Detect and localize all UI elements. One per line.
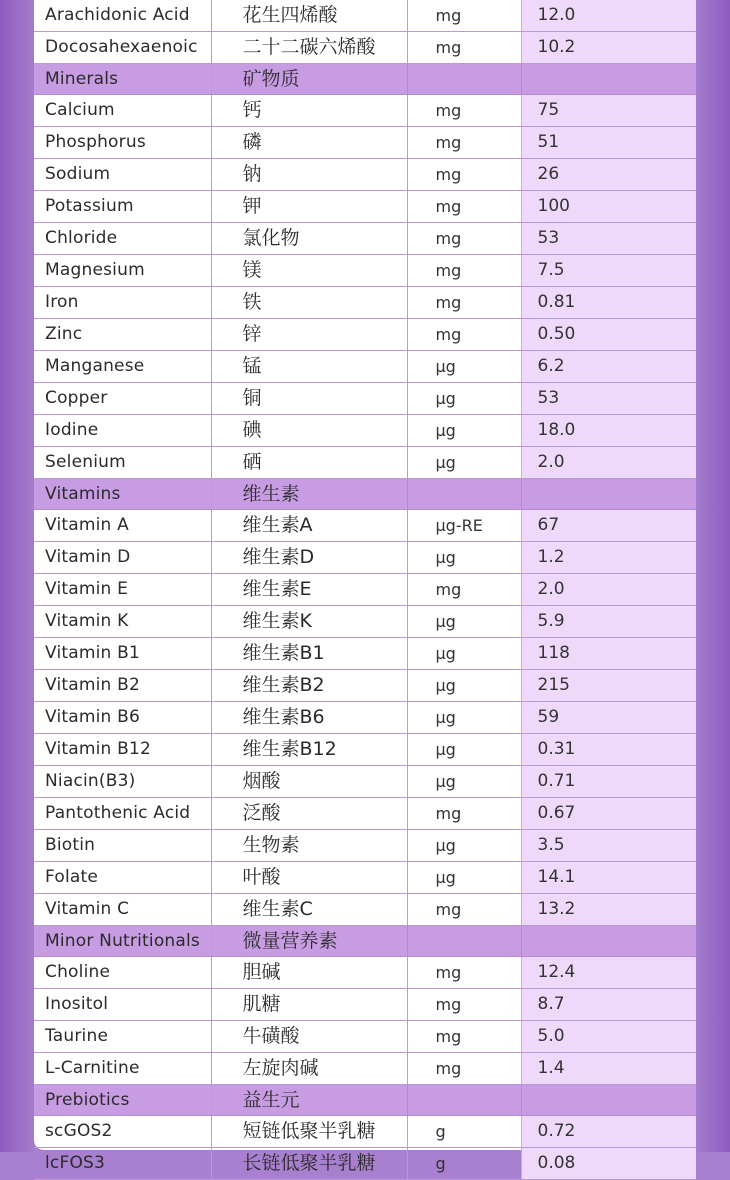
left-background-border xyxy=(0,0,34,1152)
table-row xyxy=(34,734,696,766)
nutrient-name-en: Vitamin B6 xyxy=(34,702,211,734)
nutrient-value: 2.0 xyxy=(521,447,696,479)
nutrient-name-zh: 花生四烯酸 xyxy=(211,0,407,32)
nutrient-name-en: Iron xyxy=(34,287,211,319)
nutrient-name-zh: 微量营养素 xyxy=(211,926,407,957)
nutrient-name-zh: 生物素 xyxy=(211,830,407,862)
nutrient-name-en: Folate xyxy=(34,862,211,894)
nutrient-name-zh: 碘 xyxy=(211,415,407,447)
nutrient-value: 67 xyxy=(521,510,696,542)
nutrition-table-body xyxy=(34,0,696,1180)
table-row xyxy=(34,319,696,351)
nutrient-value: 53 xyxy=(521,383,696,415)
nutrient-unit: μg xyxy=(407,415,521,447)
nutrient-name-zh: 钙 xyxy=(211,95,407,127)
section-header-row xyxy=(34,64,696,95)
nutrient-name-en: Arachidonic Acid xyxy=(34,0,211,32)
table-row xyxy=(34,1116,696,1148)
table-row xyxy=(34,638,696,670)
nutrient-unit: μg xyxy=(407,862,521,894)
nutrient-unit: mg xyxy=(407,223,521,255)
nutrient-name-zh: 镁 xyxy=(211,255,407,287)
nutrient-unit: mg xyxy=(407,287,521,319)
nutrient-value: 0.67 xyxy=(521,798,696,830)
nutrient-value xyxy=(521,479,696,510)
nutrient-unit: mg xyxy=(407,255,521,287)
nutrient-name-zh: 短链低聚半乳糖 xyxy=(211,1116,407,1148)
nutrient-name-en: Sodium xyxy=(34,159,211,191)
nutrient-value: 59 xyxy=(521,702,696,734)
nutrient-unit: mg xyxy=(407,319,521,351)
nutrient-name-zh: 钠 xyxy=(211,159,407,191)
table-row xyxy=(34,670,696,702)
nutrient-unit xyxy=(407,479,521,510)
table-row xyxy=(34,798,696,830)
table-row xyxy=(34,159,696,191)
nutrient-name-zh: 锌 xyxy=(211,319,407,351)
table-row xyxy=(34,606,696,638)
nutrient-value: 75 xyxy=(521,95,696,127)
nutrient-unit: μg xyxy=(407,606,521,638)
nutrient-name-en: Minor Nutritionals xyxy=(34,926,211,957)
nutrient-value: 14.1 xyxy=(521,862,696,894)
nutrient-name-en: Vitamin D xyxy=(34,542,211,574)
nutrient-unit xyxy=(407,926,521,957)
nutrient-unit: μg xyxy=(407,670,521,702)
table-row xyxy=(34,255,696,287)
nutrient-value: 10.2 xyxy=(521,32,696,64)
table-row xyxy=(34,1053,696,1085)
nutrient-name-en: Vitamin E xyxy=(34,574,211,606)
nutrient-name-en: Prebiotics xyxy=(34,1085,211,1116)
nutrient-name-zh: 牛磺酸 xyxy=(211,1021,407,1053)
table-row xyxy=(34,510,696,542)
nutrient-value: 12.0 xyxy=(521,0,696,32)
nutrient-name-zh: 烟酸 xyxy=(211,766,407,798)
nutrient-unit: mg xyxy=(407,894,521,926)
table-row xyxy=(34,1148,696,1180)
nutrient-name-zh: 二十二碳六烯酸 xyxy=(211,32,407,64)
nutrient-value: 26 xyxy=(521,159,696,191)
nutrient-value: 215 xyxy=(521,670,696,702)
table-row xyxy=(34,1021,696,1053)
table-row xyxy=(34,0,696,32)
nutrient-name-zh: 铁 xyxy=(211,287,407,319)
table-row xyxy=(34,32,696,64)
nutrient-value: 13.2 xyxy=(521,894,696,926)
nutrient-value: 0.50 xyxy=(521,319,696,351)
nutrient-value xyxy=(521,926,696,957)
nutrient-name-zh: 钾 xyxy=(211,191,407,223)
nutrient-unit: μg xyxy=(407,447,521,479)
nutrient-value: 7.5 xyxy=(521,255,696,287)
nutrient-unit xyxy=(407,1085,521,1116)
nutrient-value: 118 xyxy=(521,638,696,670)
nutrient-value: 12.4 xyxy=(521,957,696,989)
nutrient-unit: mg xyxy=(407,191,521,223)
nutrient-name-en: Zinc xyxy=(34,319,211,351)
nutrient-unit: mg xyxy=(407,95,521,127)
table-row xyxy=(34,894,696,926)
nutrient-name-zh: 肌糖 xyxy=(211,989,407,1021)
nutrient-value: 2.0 xyxy=(521,574,696,606)
nutrient-value: 8.7 xyxy=(521,989,696,1021)
nutrient-name-en: Minerals xyxy=(34,64,211,95)
table-row xyxy=(34,766,696,798)
nutrient-value: 100 xyxy=(521,191,696,223)
nutrient-unit: mg xyxy=(407,1053,521,1085)
nutrient-unit: mg xyxy=(407,32,521,64)
nutrient-name-zh: 磷 xyxy=(211,127,407,159)
nutrient-value: 0.31 xyxy=(521,734,696,766)
nutrient-name-en: Vitamin B12 xyxy=(34,734,211,766)
nutrition-table-panel xyxy=(34,0,696,1174)
nutrient-name-en: Potassium xyxy=(34,191,211,223)
nutrient-value: 3.5 xyxy=(521,830,696,862)
section-header-row xyxy=(34,479,696,510)
nutrient-unit: g xyxy=(407,1148,521,1180)
table-row xyxy=(34,862,696,894)
nutrient-name-en: Copper xyxy=(34,383,211,415)
nutrient-name-en: Manganese xyxy=(34,351,211,383)
nutrient-unit: mg xyxy=(407,127,521,159)
nutrient-value: 18.0 xyxy=(521,415,696,447)
nutrient-name-en: Niacin(B3) xyxy=(34,766,211,798)
nutrient-name-en: Chloride xyxy=(34,223,211,255)
nutrient-name-en: Vitamins xyxy=(34,479,211,510)
nutrient-name-en: L-Carnitine xyxy=(34,1053,211,1085)
table-row xyxy=(34,191,696,223)
nutrient-name-en: Taurine xyxy=(34,1021,211,1053)
nutrient-unit: mg xyxy=(407,574,521,606)
nutrient-unit: mg xyxy=(407,798,521,830)
table-row xyxy=(34,447,696,479)
nutrient-unit: μg xyxy=(407,351,521,383)
nutrient-value: 5.9 xyxy=(521,606,696,638)
nutrient-unit xyxy=(407,64,521,95)
nutrient-value: 6.2 xyxy=(521,351,696,383)
nutrient-value: 5.0 xyxy=(521,1021,696,1053)
nutrient-value: 1.4 xyxy=(521,1053,696,1085)
nutrient-name-zh: 维生素K xyxy=(211,606,407,638)
nutrient-name-en: Inositol xyxy=(34,989,211,1021)
section-header-row xyxy=(34,1085,696,1116)
table-row xyxy=(34,351,696,383)
nutrient-name-en: Vitamin A xyxy=(34,510,211,542)
nutrition-table xyxy=(34,0,696,1180)
nutrient-name-en: Docosahexaenoic xyxy=(34,32,211,64)
nutrient-name-zh: 胆碱 xyxy=(211,957,407,989)
nutrient-unit: mg xyxy=(407,0,521,32)
nutrient-value: 53 xyxy=(521,223,696,255)
nutrient-unit: mg xyxy=(407,159,521,191)
nutrient-unit: mg xyxy=(407,1021,521,1053)
nutrient-name-zh: 益生元 xyxy=(211,1085,407,1116)
nutrient-name-zh: 氯化物 xyxy=(211,223,407,255)
nutrient-name-zh: 左旋肉碱 xyxy=(211,1053,407,1085)
nutrient-unit: mg xyxy=(407,957,521,989)
nutrient-name-en: Selenium xyxy=(34,447,211,479)
table-row xyxy=(34,95,696,127)
nutrient-unit: μg xyxy=(407,638,521,670)
nutrient-name-zh: 维生素E xyxy=(211,574,407,606)
nutrient-unit: μg-RE xyxy=(407,510,521,542)
section-header-row xyxy=(34,926,696,957)
nutrient-value xyxy=(521,64,696,95)
nutrient-name-en: Phosphorus xyxy=(34,127,211,159)
nutrient-unit: μg xyxy=(407,542,521,574)
table-row xyxy=(34,702,696,734)
nutrient-value xyxy=(521,1085,696,1116)
nutrient-unit: g xyxy=(407,1116,521,1148)
table-row xyxy=(34,223,696,255)
nutrient-name-en: Vitamin C xyxy=(34,894,211,926)
nutrient-value: 0.81 xyxy=(521,287,696,319)
nutrient-value: 51 xyxy=(521,127,696,159)
nutrient-name-zh: 维生素 xyxy=(211,479,407,510)
nutrient-name-zh: 泛酸 xyxy=(211,798,407,830)
nutrient-name-en: Iodine xyxy=(34,415,211,447)
nutrient-name-en: Choline xyxy=(34,957,211,989)
nutrient-unit: μg xyxy=(407,383,521,415)
nutrient-name-en: Vitamin B1 xyxy=(34,638,211,670)
table-row xyxy=(34,574,696,606)
table-row xyxy=(34,542,696,574)
nutrient-name-en: Biotin xyxy=(34,830,211,862)
nutrient-unit: mg xyxy=(407,989,521,1021)
table-row xyxy=(34,830,696,862)
nutrient-name-zh: 维生素A xyxy=(211,510,407,542)
nutrient-name-zh: 硒 xyxy=(211,447,407,479)
nutrient-name-zh: 长链低聚半乳糖 xyxy=(211,1148,407,1180)
table-row xyxy=(34,383,696,415)
nutrient-name-zh: 维生素D xyxy=(211,542,407,574)
nutrient-value: 0.08 xyxy=(521,1148,696,1180)
nutrient-name-en: Vitamin K xyxy=(34,606,211,638)
table-row xyxy=(34,287,696,319)
nutrient-value: 0.71 xyxy=(521,766,696,798)
nutrient-name-zh: 铜 xyxy=(211,383,407,415)
table-row xyxy=(34,957,696,989)
nutrient-name-en: lcFOS3 xyxy=(34,1148,211,1180)
nutrient-unit: μg xyxy=(407,830,521,862)
nutrient-name-zh: 维生素B1 xyxy=(211,638,407,670)
nutrient-name-zh: 矿物质 xyxy=(211,64,407,95)
nutrient-value: 1.2 xyxy=(521,542,696,574)
nutrient-name-zh: 维生素B2 xyxy=(211,670,407,702)
nutrient-unit: μg xyxy=(407,734,521,766)
right-background-border xyxy=(696,0,730,1152)
table-row xyxy=(34,127,696,159)
nutrient-name-en: Pantothenic Acid xyxy=(34,798,211,830)
nutrient-name-en: Calcium xyxy=(34,95,211,127)
nutrient-value: 0.72 xyxy=(521,1116,696,1148)
table-row xyxy=(34,415,696,447)
nutrient-unit: μg xyxy=(407,766,521,798)
nutrient-name-zh: 叶酸 xyxy=(211,862,407,894)
nutrient-unit: μg xyxy=(407,702,521,734)
nutrient-name-en: scGOS2 xyxy=(34,1116,211,1148)
nutrient-name-en: Magnesium xyxy=(34,255,211,287)
nutrient-name-zh: 维生素B6 xyxy=(211,702,407,734)
nutrient-name-zh: 锰 xyxy=(211,351,407,383)
nutrient-name-en: Vitamin B2 xyxy=(34,670,211,702)
nutrient-name-zh: 维生素B12 xyxy=(211,734,407,766)
table-row xyxy=(34,989,696,1021)
nutrient-name-zh: 维生素C xyxy=(211,894,407,926)
